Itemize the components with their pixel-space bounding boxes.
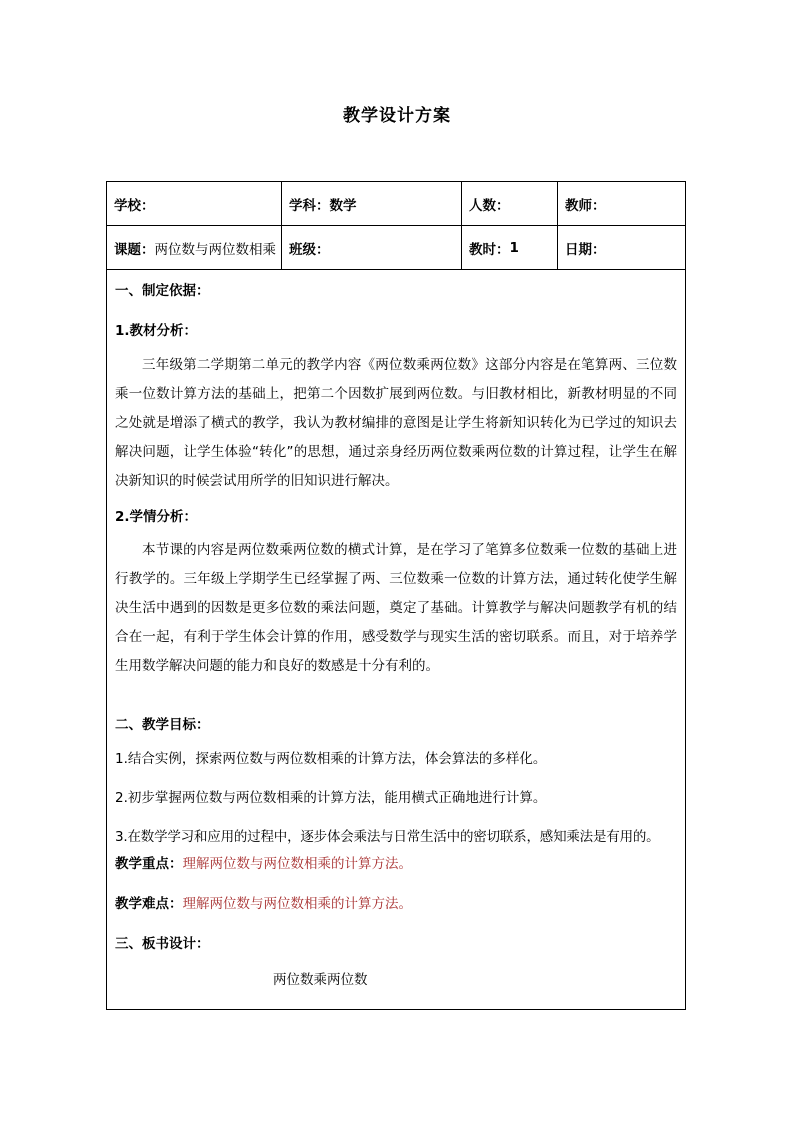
board-title: 两位数乘两位数 (273, 972, 368, 988)
difficulty-label: 教学难点： (115, 896, 183, 912)
textbook-analysis-heading: 1.教材分析： (115, 323, 198, 339)
document-title: 教学设计方案 (343, 106, 451, 126)
hours-value: 1 (509, 239, 519, 256)
subject-label: 学科： (289, 197, 330, 214)
subject-value: 数学 (329, 197, 357, 214)
section-basis-heading: 一、制定依据： (115, 283, 210, 299)
section-goals-heading: 二、教学目标： (115, 717, 210, 733)
goal-item-2: 2.初步掌握两位数与两位数相乘的计算方法，能用横式正确地进行计算。 (115, 790, 547, 806)
class-label: 班级： (289, 241, 330, 258)
school-label: 学校： (114, 197, 155, 214)
count-cell (462, 182, 558, 225)
difficulty-point (115, 892, 412, 912)
table-row-school (107, 182, 685, 226)
textbook-analysis-text: 三年级第二学期第二单元的教学内容《两位数乘两位数》这部分内容是在笔算两、三位数乘一位数计算方法的基础上，把第二个因数扩展到两位数。与旧教材相比，新教材明显的不同之处就是增添了横式的教学，我认为教材编排的意图是让学生将新知识转化为已学过的知识去解决问题，让学生体验“转化”的思想，通过亲身经历两位数乘两位数的计算过程，让学生在解决新知识的时候尝试用所学的旧知识进行解决。 (115, 357, 677, 489)
key-point-text: 理解两位数与两位数相乘的计算方法。 (182, 856, 412, 872)
goal-item-1: 1.结合实例，探索两位数与两位数相乘的计算方法，体会算法的多样化。 (115, 751, 547, 767)
topic-label: 课题： (114, 241, 155, 258)
key-point-label: 教学重点： (115, 856, 183, 872)
hours-label: 教时： (469, 241, 510, 258)
student-analysis-text: 本节课的内容是两位数乘两位数的横式计算，是在学习了笔算多位数乘一位数的基础上进行教学的。三年级上学期学生已经掌握了两、三位数乘一位数的计算方法，通过转化使学生解决生活中遇到的因数是更多位数的乘法问题，奠定了基础。计算教学与解决问题教学有机的结合在一起，有利于学生体会计算的作用，感受数学与现实生活的密切联系。而且，对于培养学生用数学解决问题的能力和良好的数感是十分有利的。 (115, 542, 677, 674)
count-label: 人数： (469, 197, 510, 214)
key-point (115, 852, 412, 872)
hours-cell (462, 226, 558, 269)
section-board-heading: 三、板书设计： (115, 936, 210, 952)
teacher-cell (558, 182, 685, 225)
table-row-topic (107, 226, 685, 270)
date-label: 日期： (565, 241, 606, 258)
class-cell (282, 226, 462, 269)
date-cell (558, 226, 685, 269)
subject-cell (282, 182, 462, 225)
topic-cell (107, 226, 282, 269)
topic-value: 两位数与两位数相乘 (154, 241, 276, 258)
school-cell (107, 182, 282, 225)
goal-item-3: 3.在数学学习和应用的过程中，逐步体会乘法与日常生活中的密切联系，感知乘法是有用的。 (115, 829, 660, 845)
teacher-label: 教师： (565, 197, 606, 214)
student-analysis-heading: 2.学情分析： (115, 509, 198, 525)
lesson-plan-table (106, 181, 686, 1010)
difficulty-text: 理解两位数与两位数相乘的计算方法。 (182, 896, 412, 912)
